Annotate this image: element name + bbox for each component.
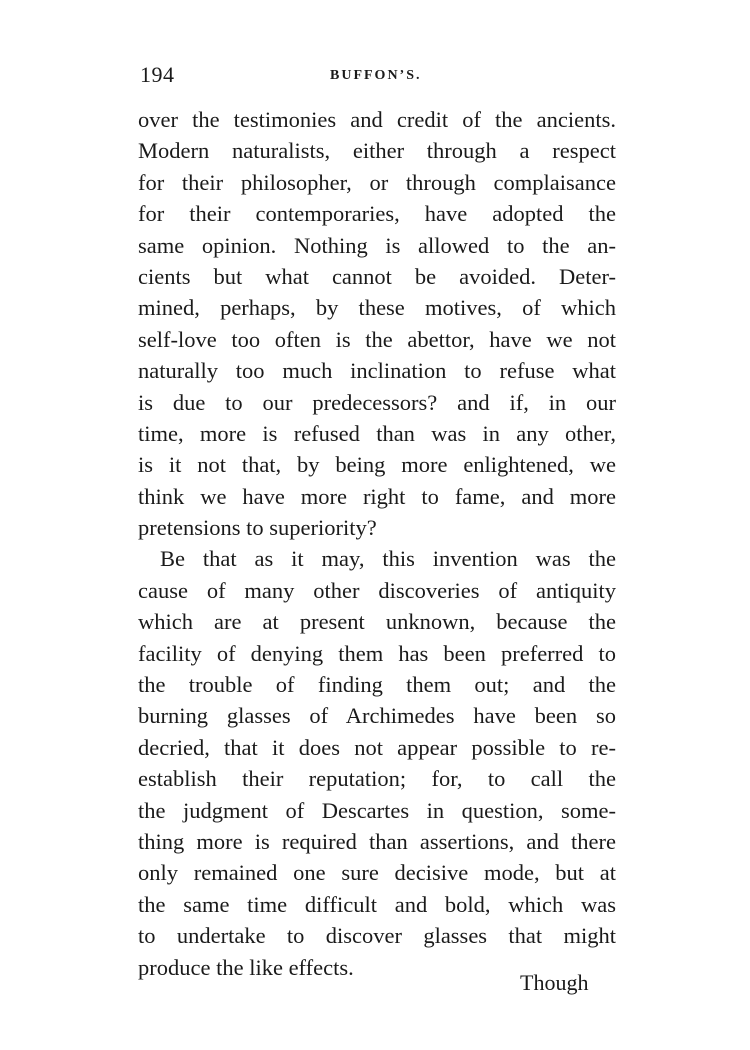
text-line: pretensions to superiority? bbox=[138, 515, 377, 541]
running-title: BUFFON’S. bbox=[330, 68, 422, 83]
text-line: Modern naturalists, either through a respect bbox=[138, 138, 616, 164]
text-line: Be that as it may, this invention was the bbox=[160, 546, 616, 572]
text-line: time, more is refused than was in any other, bbox=[138, 420, 616, 446]
text-line: same opinion. Nothing is allowed to the an- bbox=[138, 232, 616, 258]
body-text bbox=[138, 104, 616, 983]
text-line: to undertake to discover glasses that might bbox=[138, 923, 616, 949]
text-line: only remained one sure decisive mode, but at bbox=[138, 860, 616, 886]
text-line: cause of many other discoveries of antiquity bbox=[138, 577, 616, 603]
catchword: Though bbox=[520, 970, 589, 995]
text-line: establish their reputation; for, to call the bbox=[138, 766, 616, 792]
text-line: self-love too often is the abettor, have we not bbox=[138, 326, 616, 352]
paragraph-2 bbox=[138, 543, 616, 982]
text-line: which are at present unknown, because the bbox=[138, 609, 616, 635]
text-line: burning glasses of Archimedes have been so bbox=[138, 703, 616, 729]
text-line: cients but what cannot be avoided. Deter- bbox=[138, 263, 616, 289]
text-line: facility of denying them has been preferred to bbox=[138, 640, 616, 666]
text-line: the same time difficult and bold, which was bbox=[138, 891, 616, 917]
text-line: is due to our predecessors? and if, in our bbox=[138, 389, 616, 415]
text-line: decried, that it does not appear possible to re- bbox=[138, 734, 616, 760]
text-line: produce the like effects. bbox=[138, 954, 354, 980]
running-head bbox=[140, 62, 610, 92]
text-line: is it not that, by being more enlightened, we bbox=[138, 452, 616, 478]
text-line: for their contemporaries, have adopted the bbox=[138, 201, 616, 227]
text-line: think we have more right to fame, and more bbox=[138, 483, 616, 509]
text-line: the judgment of Descartes in question, some- bbox=[138, 797, 616, 823]
text-line: the trouble of finding them out; and the bbox=[138, 672, 616, 698]
text-line: mined, perhaps, by these motives, of which bbox=[138, 295, 616, 321]
paragraph-1 bbox=[138, 104, 616, 543]
text-line: for their philosopher, or through complaisance bbox=[138, 169, 616, 195]
text-line: over the testimonies and credit of the ancients. bbox=[138, 107, 616, 132]
page-number: 194 bbox=[140, 62, 175, 87]
text-line: naturally too much inclination to refuse what bbox=[138, 358, 616, 384]
text-line: thing more is required than assertions, and there bbox=[138, 828, 616, 854]
